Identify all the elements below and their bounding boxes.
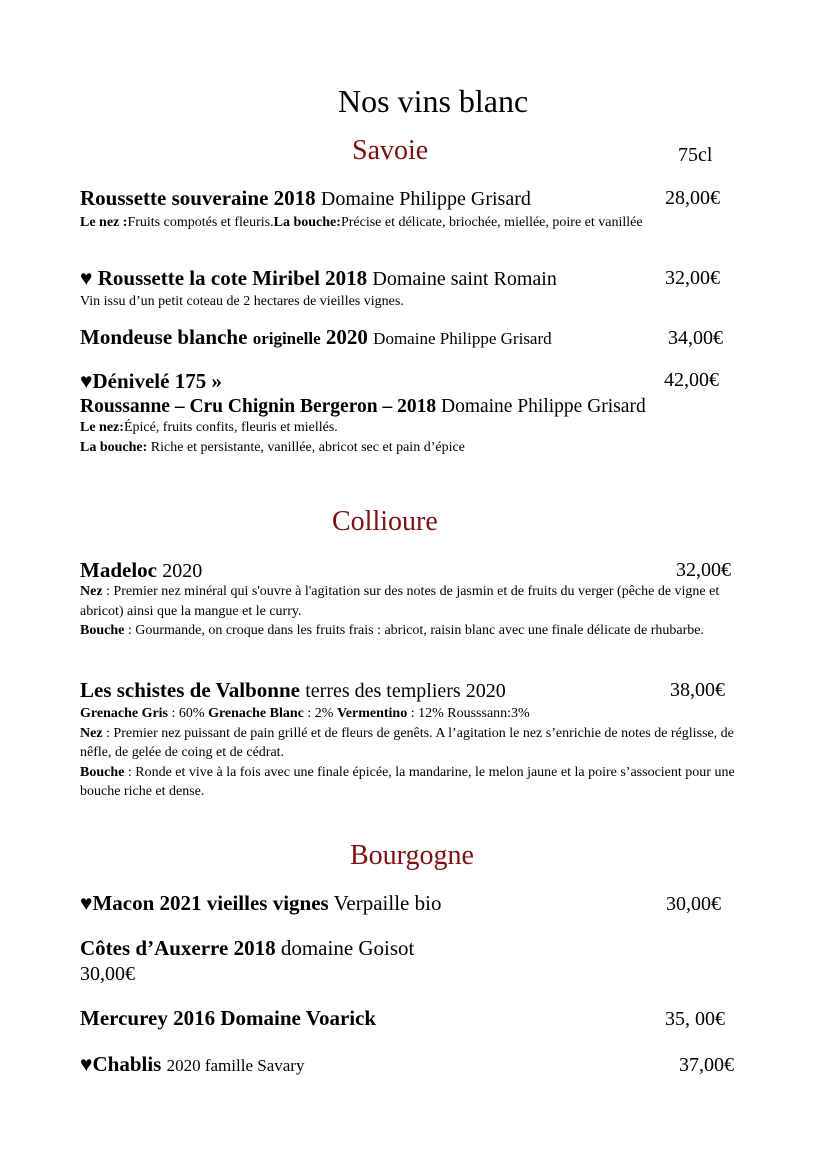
wine-domaine: domaine Goisot	[280, 936, 415, 960]
wine-cotes-auxerre	[80, 936, 414, 961]
page-title: Nos vins blanc	[338, 83, 529, 119]
wine-year: 2020	[325, 325, 368, 349]
wine-denivele	[80, 369, 222, 394]
wine-domaine: 2020 famille Savary	[166, 1056, 305, 1075]
wine-name: Côtes d’Auxerre 2018	[80, 936, 276, 960]
wine-price: 30,00€	[80, 963, 135, 985]
wine-madeloc	[80, 558, 202, 583]
wine-domaine: Domaine Philippe Grisard	[440, 396, 646, 417]
wine-name: Chablis	[92, 1052, 162, 1076]
heart-icon: ♥	[80, 891, 93, 915]
wine-price: 35, 00€	[665, 1008, 725, 1030]
wine-price: 38,00€	[670, 679, 725, 701]
wine-description: Grenache Gris : 60% Grenache Blanc : 2% Vermentino : 12% Rousssann:3% Nez : Premier nez puissant de pain grillé et de fleurs de genêts. A l’agitation le nez s’enrichie de notes de réglisse, de nêfle, de gelée de coing et de cédrat. Bouche : Ronde et vive à la fois avec une finale épicée, la mandarine, le melon jaune et la poire s’associent pour une bouche riche et dense.	[80, 706, 735, 799]
wine-price: 42,00€	[664, 369, 719, 391]
region-heading-savoie: Savoie	[352, 135, 429, 166]
wine-price: 30,00€	[666, 893, 721, 915]
wine-name: Mondeuse blanche	[80, 325, 248, 349]
wine-denivele-subtitle	[80, 396, 646, 418]
wine-name: Mercurey 2016 Domaine Voarick	[80, 1006, 377, 1030]
closing-quote: »	[211, 369, 222, 393]
wine-schistes-valbonne	[80, 678, 506, 703]
wine-chablis	[80, 1052, 304, 1077]
wine-name-qualifier: originelle	[252, 329, 321, 348]
wine-domaine: Domaine Philippe Grisard	[320, 188, 531, 210]
wine-appellation: Roussanne – Cru Chignin Bergeron – 2018	[80, 396, 437, 417]
wine-description: Le nez :Fruits compotés et fleuris.La bouche:Précise et délicate, briochée, miellée, poire et vanillée	[80, 215, 643, 230]
wine-name: Roussette souveraine 2018	[80, 186, 316, 210]
wine-name: Roussette la cote Miribel 2018	[97, 266, 368, 290]
wine-name: Dénivelé 175	[92, 369, 207, 393]
wine-name: Madeloc	[80, 558, 157, 582]
wine-domaine: terres des templiers 2020	[305, 680, 506, 702]
wine-domaine: Domaine Philippe Grisard	[373, 329, 552, 348]
wine-price: 34,00€	[668, 327, 723, 349]
wine-name: Macon 2021 vieilles vignes	[92, 891, 329, 915]
wine-description: Vin issu d’un petit coteau de 2 hectares de vieilles vignes.	[80, 294, 404, 309]
wine-domaine: Domaine saint Romain	[372, 268, 557, 290]
region-heading-collioure: Collioure	[332, 506, 438, 537]
wine-price: 32,00€	[665, 267, 720, 289]
wine-year: 2020	[162, 560, 203, 582]
wine-description: Le nez:Épicé, fruits confits, fleuris et miellés. La bouche: Riche et persistante, vanillée, abricot sec et pain d’épice	[80, 420, 465, 455]
heart-icon: ♥	[80, 266, 93, 290]
wine-roussette-souveraine	[80, 186, 531, 211]
wine-domaine: Verpaille bio	[333, 891, 442, 915]
wine-mercurey	[80, 1006, 376, 1031]
wine-roussette-miribel	[80, 266, 557, 291]
heart-icon: ♥	[80, 1052, 93, 1076]
wine-name: Les schistes de Valbonne	[80, 678, 300, 702]
region-heading-bourgogne: Bourgogne	[350, 840, 474, 871]
bottle-size-label: 75cl	[678, 144, 713, 166]
wine-price: 37,00€	[679, 1054, 734, 1076]
wine-price: 32,00€	[676, 559, 731, 581]
wine-macon	[80, 891, 441, 916]
heart-icon: ♥	[80, 369, 93, 393]
wine-description: Nez : Premier nez minéral qui s'ouvre à l'agitation sur des notes de jasmin et de fruits du verger (pêche de vigne et abricot) ainsi que la mangue et le curry. Bouche : Gourmande, on croque dans les fruits frais : abricot, raisin blanc avec une finale délicate de rhubarbe.	[80, 584, 720, 638]
wine-price: 28,00€	[665, 187, 720, 209]
wine-mondeuse-blanche	[80, 325, 552, 350]
